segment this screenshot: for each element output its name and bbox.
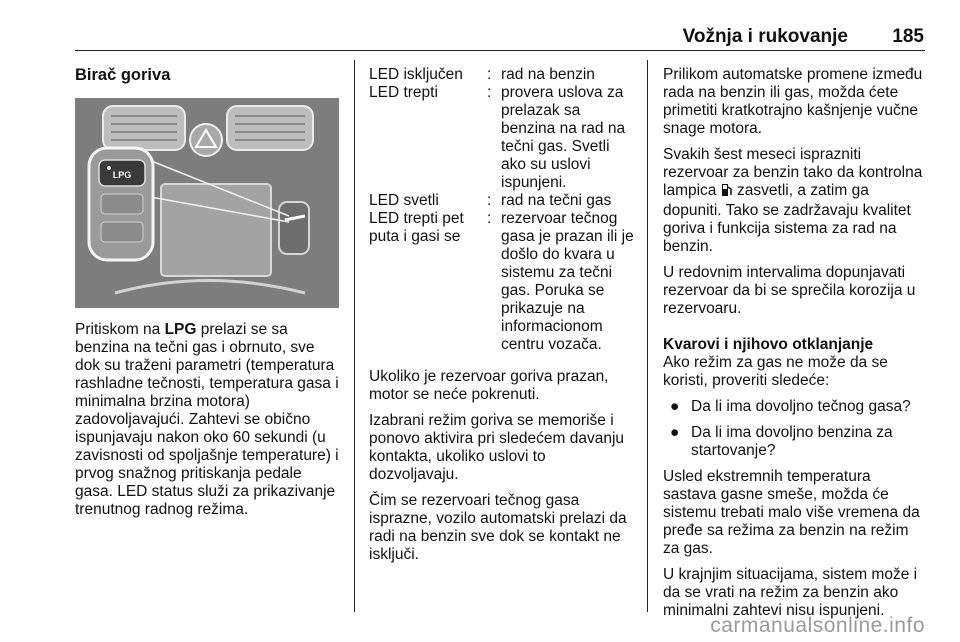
- left-text: [75, 321, 341, 527]
- led-row: LED trepti : provera uslova za prelazak sa benzina na rad na tečni gas. Svetli ako su uslovi ispunjeni.: [369, 84, 626, 191]
- bullet: ●: [670, 398, 680, 415]
- section-title: Birač goriva: [75, 66, 171, 84]
- led-row: LED svetli : rad na tečni gas: [369, 192, 612, 209]
- led-row: LED trepti pet puta i gasi se : rezervoar tečnog gasa je prazan ili je došlo do kvara u sistemu za tečni gas. Poruka se prikazuje na informacionom centru vozača.: [369, 210, 634, 353]
- right-column: [663, 66, 925, 628]
- paragraph: U krajnjim situacijama, sistem može i da se vrati na režim za benzin ako minimalni zahtevi nisu ispunjeni.: [663, 566, 918, 619]
- paragraph: Čim se rezervoari tečnog gasa isprazne, vozilo automatski prelazi da radi na benzin sve dok se kontakt ne isključi.: [369, 492, 627, 563]
- header-rule: [75, 50, 925, 51]
- paragraph: U redovnim intervalima dopunjavati rezervoar da bi se sprečila korozija u rezervoaru.: [663, 264, 916, 317]
- page-number: 185: [892, 26, 924, 47]
- watermark: carmanualsonline.info: [710, 614, 925, 637]
- dashboard-illustration: [75, 98, 339, 308]
- led-status-table: [369, 66, 634, 354]
- bullet: ●: [670, 424, 680, 441]
- chapter-title: Vožnja i rukovanje: [682, 26, 848, 47]
- fuel-selector-indicator-icon: [721, 183, 733, 202]
- led-row: LED isključen : rad na benzin: [369, 66, 595, 83]
- dashboard-figure: [75, 98, 339, 308]
- paragraph: Ako režim za gas ne može da se koristi, proveriti sledeće:: [663, 354, 888, 389]
- paragraph: Prilikom automatske promene između rada na benzin ili gas, možda ćete primetiti kratkotrajno kašnjenje vučne snage motora.: [663, 66, 923, 137]
- page-header: [0, 0, 960, 52]
- paragraph: Svakih šest meseci isprazniti rezervoar za benzin tako da kontrolna lampica zasvetli, a zatim ga dopuniti. Tako se zadržavaju kvalitet goriva i funkcija sistema za rad na benzin.: [663, 146, 923, 255]
- list-item: ● Da li ima dovoljno tečnog gasa?: [670, 398, 911, 415]
- column-divider-1: [354, 60, 355, 612]
- paragraph: Izabrani režim goriva se memoriše i ponovo aktivira pri sledećem davanju kontakta, ukoliko uslovi to dozvoljavaju.: [369, 412, 625, 483]
- left-column: [75, 66, 341, 92]
- middle-column: [369, 66, 634, 572]
- checklist: [663, 398, 925, 460]
- list-item: ● Da li ima dovoljno benzina za startovanje?: [670, 424, 893, 459]
- subsection-title: Kvarovi i njihovo otklanjanje: [663, 336, 874, 353]
- paragraph: Usled ekstremnih temperatura sastava gasne smeše, možda će sistemu trebati malo više vremena da pređe sa režima za benzin na režim za gas.: [663, 468, 920, 557]
- lpg-button-label: LPG: [112, 170, 132, 180]
- lpg-paragraph: Pritiskom na LPG prelazi se sa benzina na tečni gas i obrnuto, sve dok su traženi parametri (temperatura rashladne tečnosti, temperatura gasa i minimalna brzina motora) zadovoljavajući. Zahtevi se obično ispunjavaju nakon oko 60 sekundi (u zavisnosti od spoljašnje temperature) i prvog snažnog pritiskanja pedale gasa. LED status služi za prikazivanje trenutnog radnog režima.: [75, 321, 339, 518]
- lpg-bold: LPG: [164, 321, 197, 338]
- column-divider-2: [647, 60, 648, 612]
- paragraph: Ukoliko je rezervoar goriva prazan, motor se neće pokrenuti.: [369, 368, 609, 403]
